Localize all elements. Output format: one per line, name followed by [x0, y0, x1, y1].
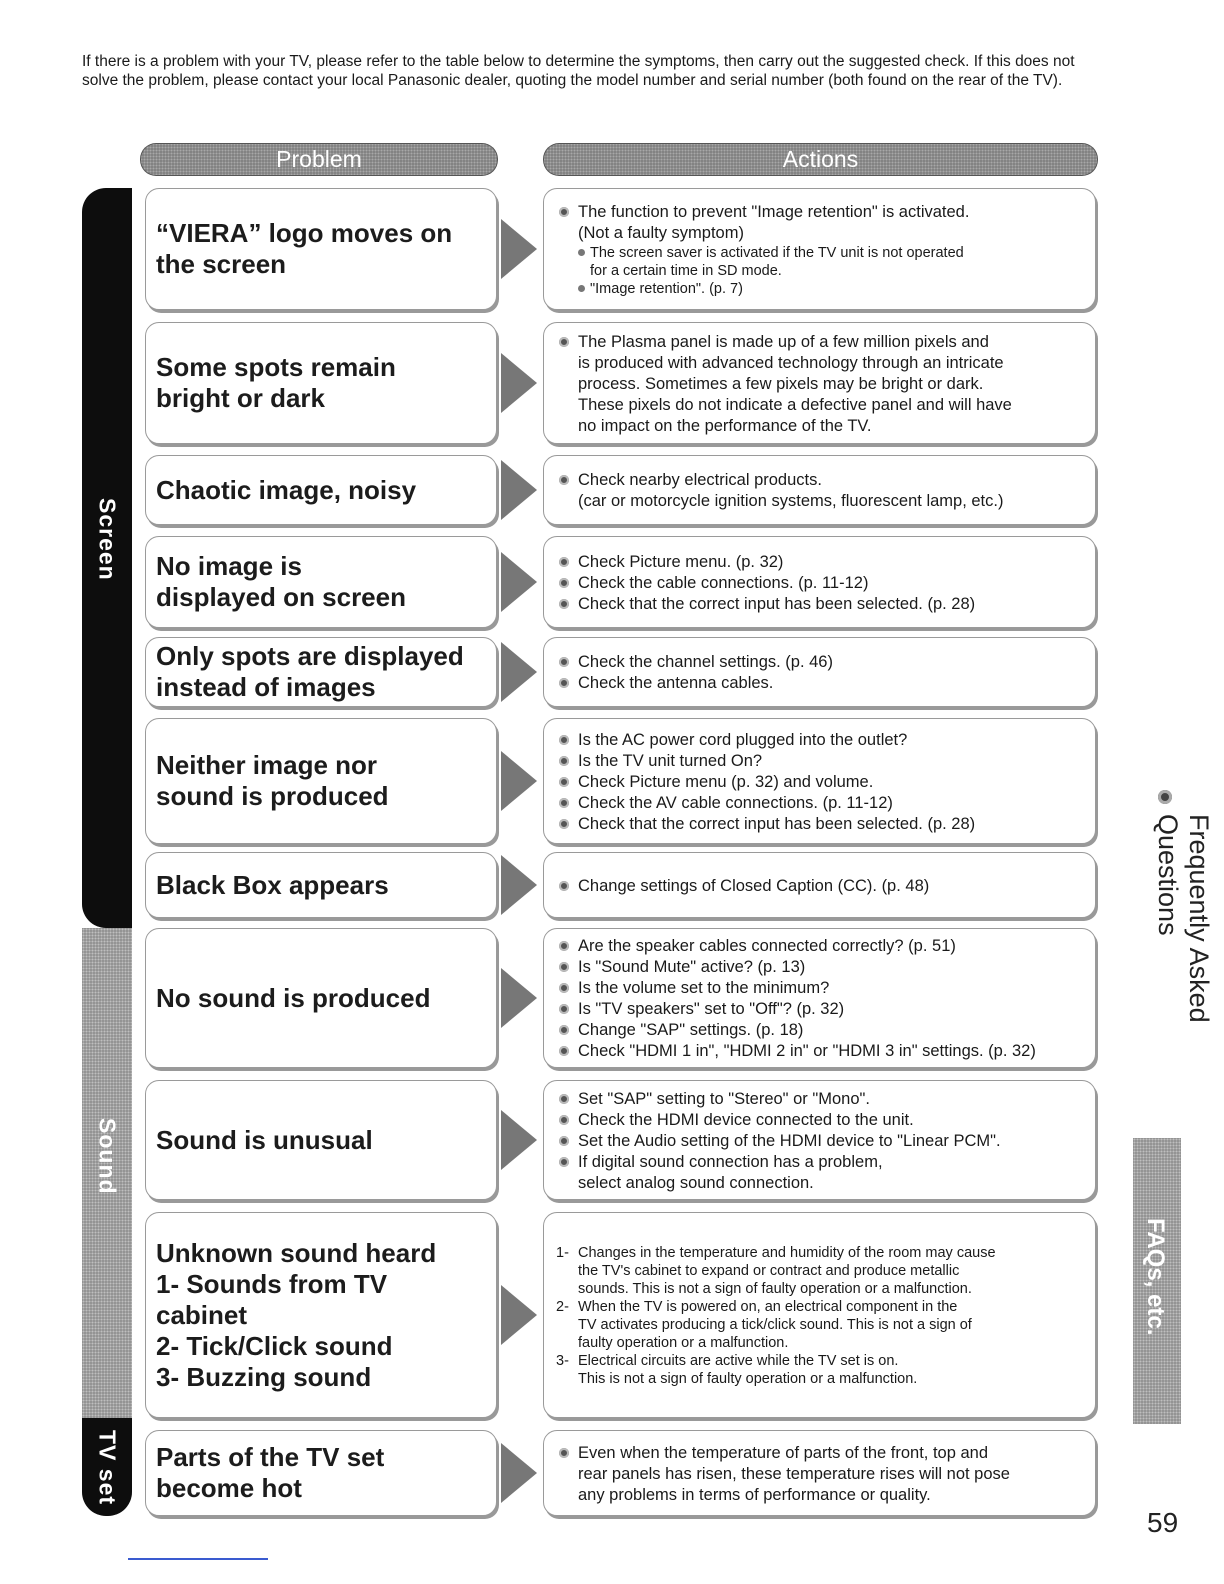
action-line [556, 1020, 1083, 1041]
action-line [556, 1131, 1083, 1152]
actions-box [543, 1080, 1096, 1200]
action-line [556, 244, 1083, 262]
arrow-right-icon [501, 460, 537, 520]
action-line [556, 999, 1083, 1020]
action-text: Is the AC power cord plugged into the outlet? [578, 730, 908, 749]
action-text: rear panels has risen, these temperature rises will not pose [578, 1464, 1010, 1483]
action-text: is produced with advanced technology through an intricate [578, 353, 1004, 372]
action-text: for a certain time in SD mode. [590, 263, 782, 279]
action-line [556, 552, 1083, 573]
action-text: Set the Audio setting of the HDMI device to "Linear PCM". [578, 1131, 1001, 1150]
action-text: Electrical circuits are active while the TV set is on. [578, 1353, 899, 1369]
action-number: 1- [556, 1245, 569, 1261]
action-line [556, 1443, 1083, 1464]
action-line [556, 793, 1083, 814]
action-line [556, 332, 1083, 353]
problem-header: Problem [140, 143, 498, 176]
actions-box [543, 455, 1096, 525]
action-text: Check that the correct input has been selected. (p. 28) [578, 814, 976, 833]
actions-box [543, 322, 1096, 444]
arrow-right-icon [501, 855, 537, 915]
problem-box [145, 455, 497, 525]
problem-box [145, 188, 497, 310]
action-text: Is "Sound Mute" active? (p. 13) [578, 958, 806, 976]
arrow-right-icon [501, 552, 537, 612]
action-line [556, 1298, 1083, 1316]
action-line [556, 1262, 1083, 1280]
action-text: Changes in the temperature and humidity of the room may cause [578, 1245, 996, 1261]
action-line [556, 772, 1083, 793]
action-text: Set "SAP" setting to "Stereo" or "Mono". [578, 1089, 870, 1108]
actions-box [543, 1430, 1096, 1516]
action-line [556, 1152, 1083, 1173]
sound-tab-label: Sound [94, 1118, 121, 1195]
action-text: Change settings of Closed Caption (CC). (p. 48) [578, 876, 930, 895]
problem-box [145, 928, 497, 1068]
action-line [556, 1041, 1083, 1062]
action-line [556, 353, 1083, 374]
problem-title: Neither image nor sound is produced [156, 750, 389, 811]
action-line [556, 223, 1083, 244]
faq-title-text: Frequently Asked Questions [1153, 814, 1214, 1023]
action-text: Check Picture menu. (p. 32) [578, 552, 784, 571]
tvset-tab-label: TV set [94, 1430, 121, 1506]
action-text: Check the antenna cables. [578, 674, 774, 692]
arrow-right-icon [501, 1285, 537, 1345]
action-text: These pixels do not indicate a defective panel and will have [578, 395, 1012, 414]
action-line [556, 1089, 1083, 1110]
action-line [556, 280, 1083, 298]
actions-header: Actions [543, 143, 1098, 176]
problem-box [145, 852, 497, 918]
arrow-right-icon [501, 1443, 537, 1503]
action-text: no impact on the performance of the TV. [578, 416, 872, 435]
action-text: Check nearby electrical products. [578, 471, 822, 489]
action-text: Is the TV unit turned On? [578, 751, 763, 770]
action-line [556, 652, 1083, 673]
actions-box [543, 1212, 1096, 1418]
action-line [556, 374, 1083, 395]
problem-title: “VIERA” logo moves on the screen [156, 218, 453, 279]
problem-title: Unknown sound heard 1- Sounds from TV cabinet 2- Tick/Click sound 3- Buzzing sound [156, 1237, 437, 1392]
action-text: Check "HDMI 1 in", "HDMI 2 in" or "HDMI 3 in" settings. (p. 32) [578, 1042, 1036, 1060]
actions-box [543, 536, 1096, 628]
problem-title: No image is displayed on screen [156, 551, 406, 612]
action-text: (Not a faulty symptom) [578, 224, 744, 242]
action-text: "Image retention". (p. 7) [590, 281, 743, 297]
arrow-right-icon [501, 642, 537, 702]
action-line [556, 202, 1083, 223]
action-line [556, 978, 1083, 999]
action-line [556, 730, 1083, 751]
problem-box [145, 637, 497, 707]
problem-title: Parts of the TV set become hot [156, 1442, 385, 1503]
action-text: sounds. This is not a sign of faulty operation or a malfunction. [578, 1281, 972, 1297]
action-text: Check that the correct input has been selected. (p. 28) [578, 594, 976, 613]
action-line [556, 1280, 1083, 1298]
actions-box [543, 718, 1096, 844]
action-line [556, 416, 1083, 437]
sound-section-tab [82, 928, 132, 1418]
problem-title: Black Box appears [156, 869, 389, 900]
action-text: TV activates producing a tick/click sound. This is not a sign of [578, 1317, 972, 1333]
screen-tab-label: Screen [94, 498, 121, 581]
action-text: Is the volume set to the minimum? [578, 979, 830, 997]
problem-box [145, 322, 497, 444]
action-text: Check Picture menu (p. 32) and volume. [578, 772, 874, 791]
action-line [556, 1352, 1083, 1370]
action-text: Is "TV speakers" set to "Off"? (p. 32) [578, 1000, 845, 1018]
action-line [556, 1485, 1083, 1506]
action-line [556, 673, 1083, 694]
arrow-right-icon [501, 219, 537, 279]
action-text: Check the cable connections. (p. 11-12) [578, 573, 869, 592]
action-line [556, 814, 1083, 835]
arrow-right-icon [501, 751, 537, 811]
problem-title: No sound is produced [156, 982, 431, 1013]
arrow-right-icon [501, 353, 537, 413]
action-text: select analog sound connection. [578, 1173, 814, 1192]
action-line [556, 876, 1083, 897]
problem-title: Only spots are displayed instead of images [156, 641, 464, 702]
action-text: Check the HDMI device connected to the unit. [578, 1110, 914, 1129]
action-number: 3- [556, 1353, 569, 1369]
action-line [556, 1464, 1083, 1485]
action-line [556, 262, 1083, 280]
action-text: any problems in terms of performance or quality. [578, 1485, 931, 1504]
action-line [556, 957, 1083, 978]
problem-box [145, 1080, 497, 1200]
action-text: faulty operation or a malfunction. [578, 1335, 789, 1351]
action-line [556, 470, 1083, 491]
faq-side-title [1148, 790, 1214, 1140]
action-text: The function to prevent "Image retention" is activated. [578, 203, 970, 221]
action-text: the TV's cabinet to expand or contract and produce metallic [578, 1263, 960, 1279]
action-text: Even when the temperature of parts of the front, top and [578, 1443, 989, 1462]
footer-rule [128, 1558, 268, 1560]
action-line [556, 1173, 1083, 1194]
action-text: The screen saver is activated if the TV unit is not operated [590, 245, 964, 261]
actions-box [543, 637, 1096, 707]
action-text: This is not a sign of faulty operation or a malfunction. [578, 1371, 918, 1387]
action-text: If digital sound connection has a problem, [578, 1152, 883, 1171]
action-line [556, 1244, 1083, 1262]
problem-box [145, 718, 497, 844]
action-text: Check the AV cable connections. (p. 11-12) [578, 793, 893, 812]
action-line [556, 573, 1083, 594]
action-text: process. Sometimes a few pixels may be bright or dark. [578, 374, 984, 393]
actions-box [543, 928, 1096, 1068]
action-text: When the TV is powered on, an electrical component in the [578, 1299, 958, 1315]
action-line [556, 491, 1083, 512]
problem-title: Some spots remain bright or dark [156, 352, 396, 413]
action-text: Check the channel settings. (p. 46) [578, 653, 833, 671]
action-line [556, 1316, 1083, 1334]
action-line [556, 936, 1083, 957]
action-line [556, 395, 1083, 416]
page-number: 59 [1147, 1507, 1179, 1538]
problem-box [145, 536, 497, 628]
arrow-right-icon [501, 968, 537, 1028]
action-text: (car or motorcycle ignition systems, fluorescent lamp, etc.) [578, 492, 1004, 510]
actions-box [543, 852, 1096, 918]
faq-tab-label: FAQs, etc. [1142, 1218, 1169, 1336]
faq-tab [1133, 1138, 1181, 1424]
action-text: Are the speaker cables connected correctly? (p. 51) [578, 937, 956, 955]
problem-box [145, 1212, 497, 1418]
problem-title: Sound is unusual [156, 1124, 373, 1155]
arrow-right-icon [501, 1110, 537, 1170]
tvset-section-tab [82, 1418, 132, 1516]
intro-paragraph: If there is a problem with your TV, please refer to the table below to determine the symptoms, then carry out the suggested check. If this does not solve the problem, please contact your local Panasonic dealer, quoting the model number and serial number (both found on the rear of the TV). [82, 53, 1075, 89]
actions-box [543, 188, 1096, 310]
action-text: The Plasma panel is made up of a few million pixels and [578, 332, 989, 351]
problem-title: Chaotic image, noisy [156, 474, 417, 505]
action-line [556, 751, 1083, 772]
bullet-icon [1158, 790, 1172, 804]
action-line [556, 1334, 1083, 1352]
action-line [556, 1370, 1083, 1388]
problem-box [145, 1430, 497, 1516]
action-number: 2- [556, 1299, 569, 1315]
action-text: Change "SAP" settings. (p. 18) [578, 1021, 804, 1039]
screen-section-tab [82, 188, 132, 928]
action-line [556, 594, 1083, 615]
action-line [556, 1110, 1083, 1131]
